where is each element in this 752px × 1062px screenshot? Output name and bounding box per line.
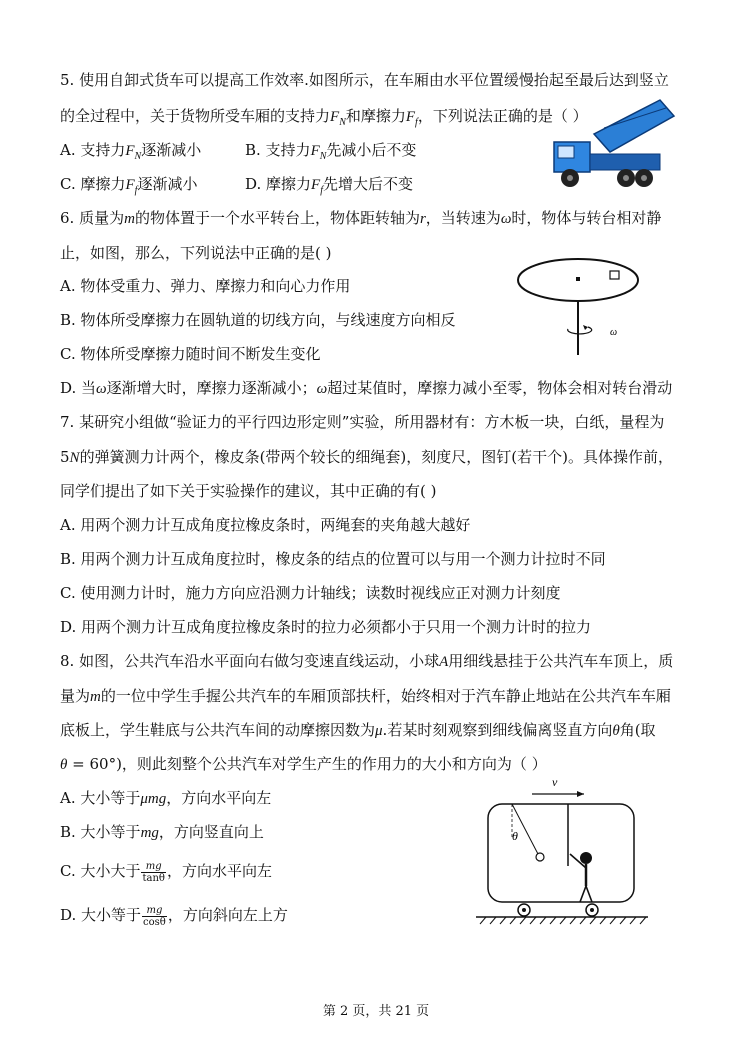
object-block [610, 271, 619, 279]
q7-option-d: D. 用两个测力计互成角度拉橡皮条时的拉力必须都小于只用一个测力计时的拉力 [60, 618, 592, 636]
student-head [580, 852, 592, 864]
q6-option-c: C. 物体所受摩擦力随时间不断发生变化 [60, 345, 321, 363]
q8-option-b: B. 大小等于mg，方向竖直向上 [60, 823, 264, 841]
q8-line-3: 底板上，学生鞋底与公共汽车间的动摩擦因数为μ.若某时刻观察到细线偏离竖直方向θ角(取 [60, 721, 656, 739]
q8-line-2: 量为m的一位中学生手握公共汽车的车厢顶部扶杆，始终相对于汽车静止地站在公共汽车车厢 [60, 687, 671, 705]
q6-line-1: 6. 质量为m的物体置于一个水平转台上，物体距转轴为r，当转速为ω时，物体与转台相对静 [60, 209, 662, 227]
ground-hatching [480, 917, 646, 924]
q8-line-4: θ = 60°)，则此刻整个公共汽车对学生产生的作用力的大小和方向为（ ） [60, 755, 547, 773]
q8-option-d: D. 大小等于 $\frac{mg}{\cos\theta}$ ，方向斜向左上方 [60, 904, 288, 928]
q5-line-2: 的全过程中，关于货物所受车厢的支持力$F_N$和摩擦力$F_f$，下列说法正确的是（ ） [60, 107, 588, 128]
q8-line-1: 8. 如图，公共汽车沿水平面向右做匀变速直线运动，小球A用细线悬挂于公共汽车车顶上，质 [60, 652, 674, 670]
q5-option-c: C. 摩擦力$F_f$逐渐减小 [60, 175, 198, 196]
bus-figure [472, 774, 652, 934]
rotation-arrow [568, 327, 592, 334]
q8-option-a: A. 大小等于μmg，方向水平向左 [60, 789, 272, 807]
pendulum-ball [536, 853, 544, 861]
q5-option-d: D. 摩擦力$F_f$先增大后不变 [245, 175, 413, 196]
turntable-figure [512, 255, 662, 360]
q8-option-c: C. 大小大于 $\frac{mg}{\tan\theta}$ ，方向水平向左 [60, 860, 272, 884]
q7-option-a: A. 用两个测力计互成角度拉橡皮条时，两绳套的夹角越大越好 [60, 516, 471, 534]
q7-line-1: 7. 某研究小组做“验证力的平行四边形定则”实验，所用器材有：方木板一块，白纸，量程为 [60, 413, 665, 431]
theta-label: θ [512, 829, 518, 843]
q6-option-a: A. 物体受重力、弹力、摩擦力和向心力作用 [60, 277, 351, 295]
q7-option-c: C. 使用测力计时，施力方向应沿测力计轴线；读数时视线应正对测力计刻度 [60, 584, 561, 602]
truck-wheels [561, 169, 653, 187]
q6-line-2: 止，如图，那么，下列说法中正确的是( ) [60, 244, 332, 262]
q5-option-b: B. 支持力$F_N$先减小后不变 [245, 141, 417, 162]
omega-label: ω [610, 327, 618, 338]
truck-bed [594, 100, 674, 152]
q7-line-2: 5N的弹簧测力计两个，橡皮条(带两个较长的细绳套)，刻度尺，图钉(若干个)。具体操作前， [60, 448, 673, 466]
q5-option-a: A. 支持力$F_N$逐渐减小 [60, 141, 202, 162]
q6-option-b: B. 物体所受摩擦力在圆轨道的切线方向，与线速度方向相反 [60, 311, 456, 329]
q6-option-d: D. 当ω逐渐增大时，摩擦力逐渐减小；ω超过某值时，摩擦力减小至零，物体会相对转台滑动 [60, 379, 673, 397]
axis-top [576, 277, 580, 281]
q5-line-1: 5. 使用自卸式货车可以提高工作效率.如图所示，在车厢由水平位置缓慢抬起至最后达到竖立 [60, 71, 669, 89]
q7-option-b: B. 用两个测力计互成角度拉时，橡皮条的结点的位置可以与用一个测力计拉时不同 [60, 550, 606, 568]
bus-body [488, 804, 634, 902]
velocity-label: v [552, 775, 558, 789]
page-footer: 第 2 页，共 21 页 [322, 1004, 430, 1019]
dump-truck-figure [548, 98, 678, 193]
q7-line-3: 同学们提出了如下关于实验操作的建议，其中正确的有( ) [60, 482, 437, 500]
